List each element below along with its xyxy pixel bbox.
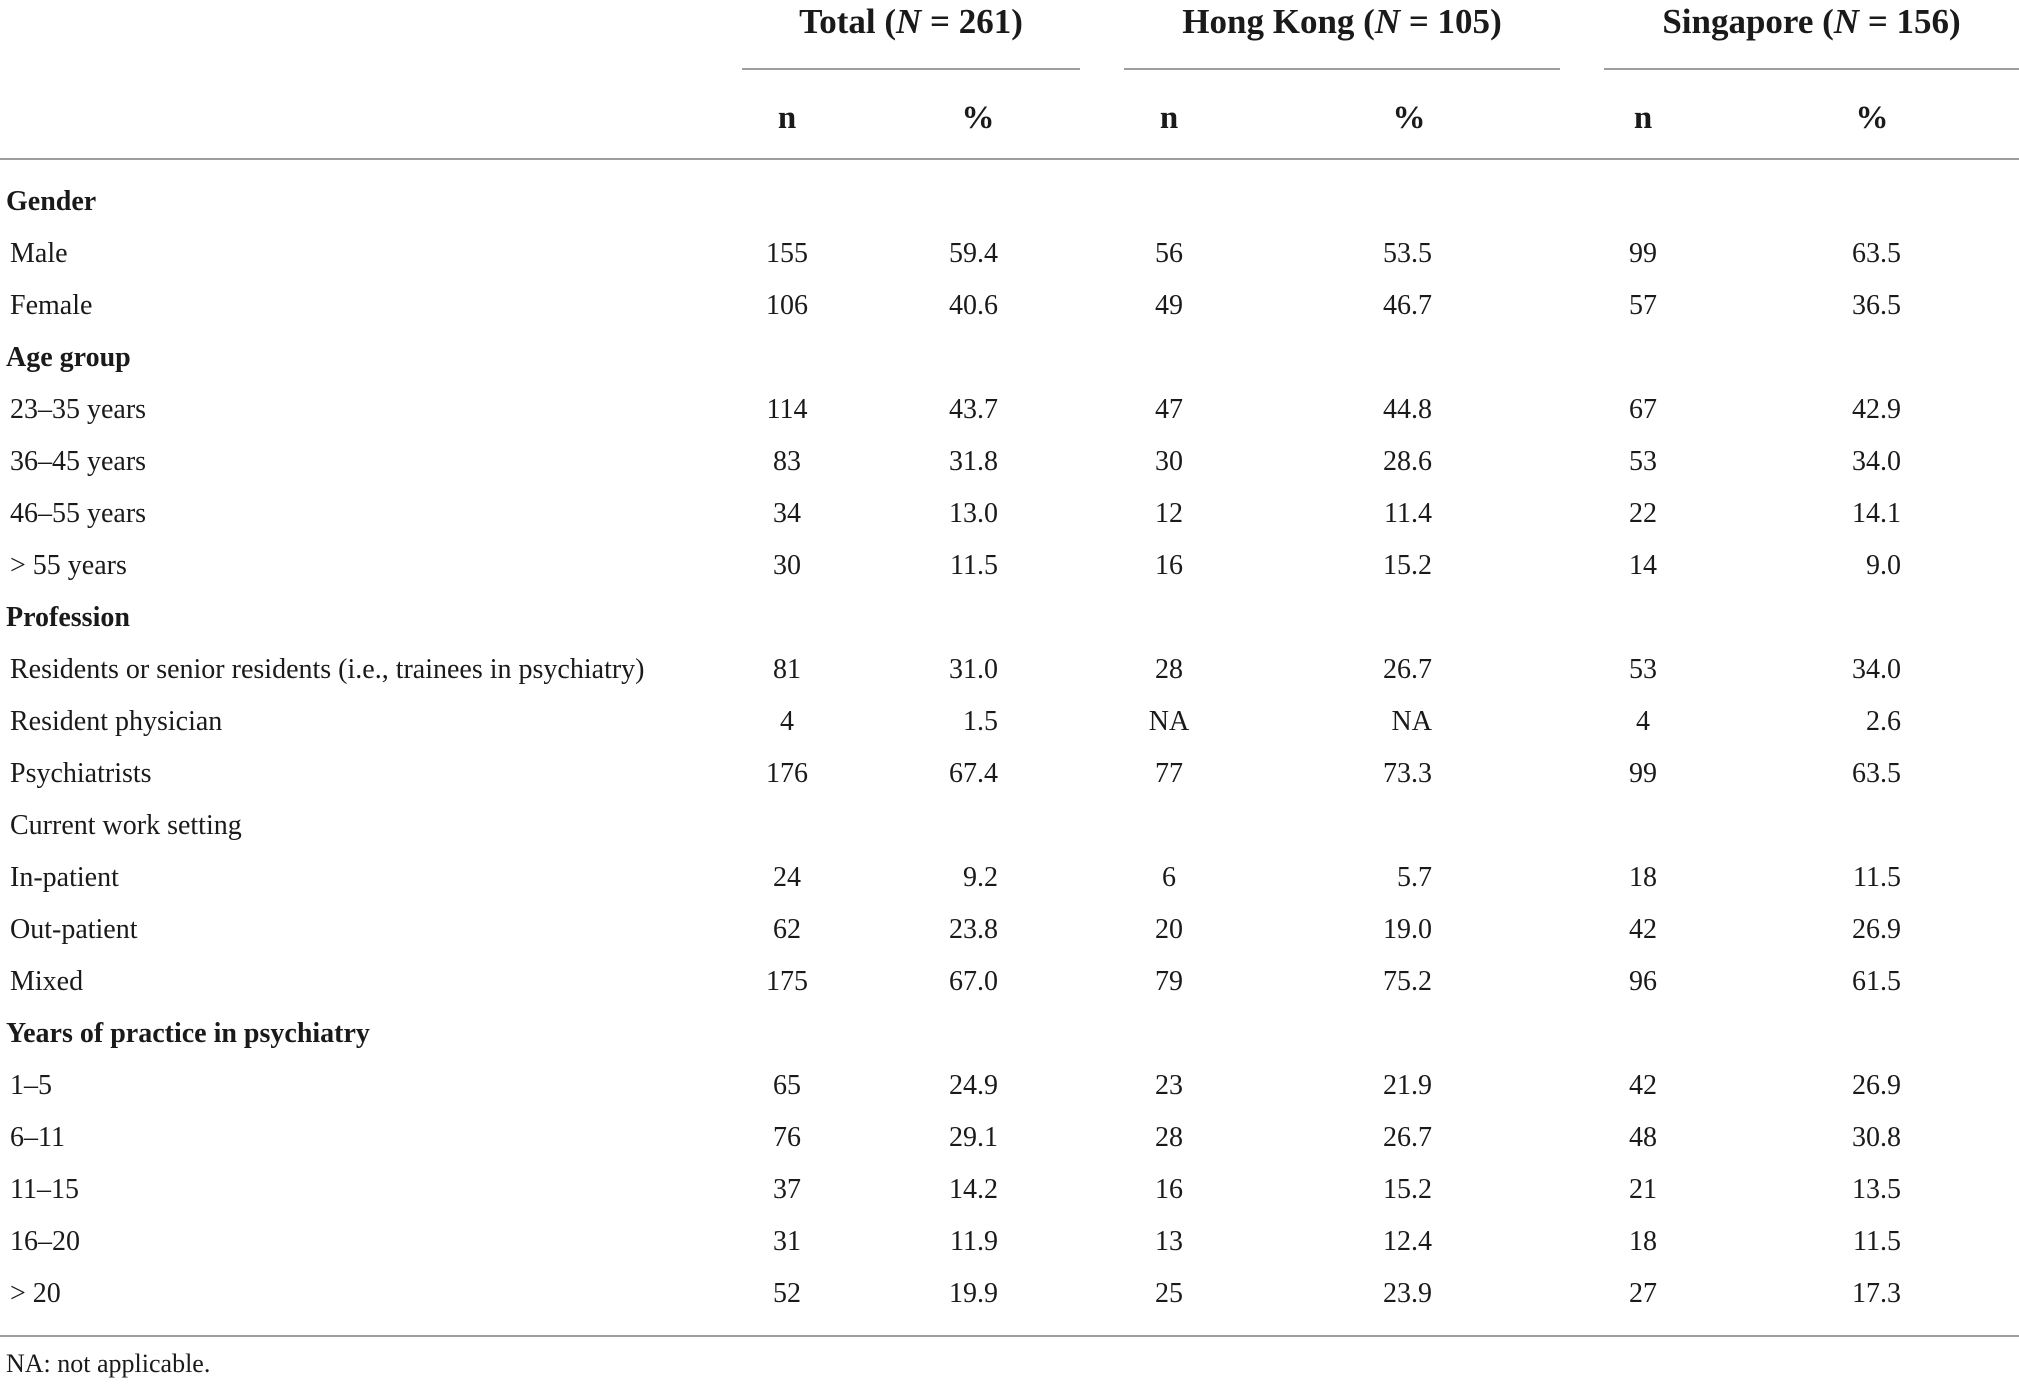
table-row bbox=[0, 384, 2019, 436]
cell-total-n: 114 bbox=[766, 394, 808, 425]
cell-hong-kong-pct: 53.5 bbox=[1383, 238, 1432, 269]
cell-hong-kong-pct: 21.9 bbox=[1383, 1070, 1432, 1101]
group-close-paren: ) bbox=[1011, 2, 1023, 41]
cell-total-pct: 40.6 bbox=[949, 290, 998, 321]
cell-singapore-pct: 17.3 bbox=[1852, 1278, 1901, 1309]
cell-total-n: 65 bbox=[773, 1070, 801, 1101]
group-close-paren: ) bbox=[1490, 2, 1502, 41]
cell-hong-kong-pct bbox=[1312, 332, 1432, 384]
cell-singapore-pct bbox=[1781, 1008, 1901, 1060]
cell-total-n: 37 bbox=[773, 1174, 801, 1205]
cell-singapore-n: 4 bbox=[1636, 706, 1650, 737]
cell-total-pct: 1.5 bbox=[963, 706, 998, 737]
cell-total-n: 31 bbox=[773, 1226, 801, 1257]
cell-total-n: 52 bbox=[773, 1278, 801, 1309]
cell-total-n: 106 bbox=[766, 290, 808, 321]
row-label: > 20 bbox=[10, 1278, 61, 1309]
cell-total-n: 24 bbox=[773, 862, 801, 893]
row-label: Residents or senior residents (i.e., trainees in psychiatry) bbox=[10, 654, 645, 685]
cell-hong-kong-n: 20 bbox=[1155, 914, 1183, 945]
row-label: > 55 years bbox=[10, 550, 127, 581]
table-row bbox=[0, 1164, 2019, 1216]
table-row bbox=[0, 904, 2019, 956]
table-row bbox=[0, 956, 2019, 1008]
cell-total-n: 34 bbox=[773, 498, 801, 529]
cell-total-pct: 13.0 bbox=[949, 498, 998, 529]
cell-total-pct: 23.8 bbox=[949, 914, 998, 945]
cell-hong-kong-n: 25 bbox=[1155, 1278, 1183, 1309]
table-row bbox=[0, 280, 2019, 332]
row-label: In-patient bbox=[10, 862, 119, 893]
cell-total-pct: 19.9 bbox=[949, 1278, 998, 1309]
cell-singapore-n: 96 bbox=[1629, 966, 1657, 997]
cell-total-pct: 14.2 bbox=[949, 1174, 998, 1205]
cell-total-pct: 24.9 bbox=[949, 1070, 998, 1101]
cell-singapore-pct: 61.5 bbox=[1852, 966, 1901, 997]
table-row bbox=[0, 1112, 2019, 1164]
cell-hong-kong-pct: 19.0 bbox=[1383, 914, 1432, 945]
cell-total-pct bbox=[878, 800, 998, 852]
cell-singapore-n: 53 bbox=[1629, 446, 1657, 477]
table-footnote: NA: not applicable. bbox=[6, 1349, 211, 1378]
cell-total-pct: 59.4 bbox=[949, 238, 998, 269]
table-row bbox=[0, 800, 2019, 852]
cell-hong-kong-pct: 46.7 bbox=[1383, 290, 1432, 321]
cell-total-pct: 43.7 bbox=[949, 394, 998, 425]
group-name: Hong Kong bbox=[1182, 2, 1355, 41]
group-n-value: = 156 bbox=[1867, 2, 1950, 41]
cell-total-pct: 31.8 bbox=[949, 446, 998, 477]
cell-hong-kong-n bbox=[1109, 176, 1229, 228]
table-row bbox=[0, 748, 2019, 800]
cell-hong-kong-n: 79 bbox=[1155, 966, 1183, 997]
group-close-paren: ) bbox=[1949, 2, 1961, 41]
cell-hong-kong-pct: 15.2 bbox=[1383, 1174, 1432, 1205]
cell-hong-kong-pct: 15.2 bbox=[1383, 550, 1432, 581]
cell-singapore-pct: 11.5 bbox=[1853, 862, 1901, 893]
cell-singapore-pct bbox=[1781, 592, 1901, 644]
subheader-pct-singapore: % bbox=[1855, 100, 1889, 136]
table-row bbox=[0, 228, 2019, 280]
row-label: 16–20 bbox=[10, 1226, 80, 1257]
subheader-n-singapore: n bbox=[1633, 100, 1653, 136]
cell-singapore-pct bbox=[1781, 800, 1901, 852]
group-open-paren: ( bbox=[1822, 2, 1834, 41]
row-label: 1–5 bbox=[10, 1070, 52, 1101]
group-header-total bbox=[742, 0, 1080, 48]
cell-total-n: 176 bbox=[766, 758, 808, 789]
cell-hong-kong-pct: 28.6 bbox=[1383, 446, 1432, 477]
cell-hong-kong-n: 77 bbox=[1155, 758, 1183, 789]
cell-singapore-pct bbox=[1781, 332, 1901, 384]
cell-singapore-pct: 26.9 bbox=[1852, 914, 1901, 945]
cell-total-pct: 11.9 bbox=[950, 1226, 998, 1257]
group-open-paren: ( bbox=[884, 2, 897, 41]
section-label: Profession bbox=[6, 602, 130, 633]
group-n-label: N bbox=[1374, 2, 1401, 41]
cell-singapore-n: 27 bbox=[1629, 1278, 1657, 1309]
cell-total-n bbox=[727, 592, 847, 644]
cell-total-n bbox=[727, 1008, 847, 1060]
row-label: Female bbox=[10, 290, 93, 321]
cell-singapore-n: 99 bbox=[1629, 238, 1657, 269]
cell-hong-kong-n: 12 bbox=[1155, 498, 1183, 529]
section-label: Gender bbox=[6, 186, 97, 217]
cell-total-pct bbox=[878, 176, 998, 228]
table-row bbox=[0, 436, 2019, 488]
cell-hong-kong-n bbox=[1109, 332, 1229, 384]
cell-hong-kong-n: 13 bbox=[1155, 1226, 1183, 1257]
row-label: 23–35 years bbox=[10, 394, 147, 425]
cell-singapore-n: 21 bbox=[1629, 1174, 1657, 1205]
group-header-hong-kong bbox=[1124, 0, 1560, 48]
row-label: 11–15 bbox=[10, 1174, 79, 1205]
cell-singapore-pct: 42.9 bbox=[1852, 394, 1901, 425]
bottom-rule bbox=[0, 1335, 2019, 1337]
cell-singapore-n: 57 bbox=[1629, 290, 1657, 321]
cell-singapore-n bbox=[1583, 176, 1703, 228]
cell-total-pct bbox=[878, 332, 998, 384]
header-rule bbox=[0, 158, 2019, 160]
group-open-paren: ( bbox=[1363, 2, 1375, 41]
cell-total-n bbox=[727, 332, 847, 384]
cell-singapore-n bbox=[1583, 800, 1703, 852]
cell-total-pct bbox=[878, 592, 998, 644]
row-label: Male bbox=[10, 238, 68, 269]
cell-hong-kong-n: 47 bbox=[1155, 394, 1183, 425]
row-label: Resident physician bbox=[10, 706, 223, 737]
cell-singapore-n: 99 bbox=[1629, 758, 1657, 789]
cell-total-n bbox=[727, 800, 847, 852]
subheader-n-hong-kong: n bbox=[1159, 100, 1179, 136]
cell-hong-kong-pct: 26.7 bbox=[1383, 654, 1432, 685]
group-n-label: N bbox=[1833, 2, 1860, 41]
cell-hong-kong-pct: 23.9 bbox=[1383, 1278, 1432, 1309]
cell-singapore-n bbox=[1583, 592, 1703, 644]
cell-singapore-n bbox=[1583, 1008, 1703, 1060]
cell-singapore-pct: 14.1 bbox=[1852, 498, 1901, 529]
subheader-n-total: n bbox=[777, 100, 797, 136]
cell-singapore-n: 14 bbox=[1629, 550, 1657, 581]
cell-singapore-n: 18 bbox=[1629, 1226, 1657, 1257]
cell-singapore-pct bbox=[1781, 176, 1901, 228]
cell-hong-kong-n: 23 bbox=[1155, 1070, 1183, 1101]
cell-singapore-pct: 36.5 bbox=[1852, 290, 1901, 321]
cell-total-n: 175 bbox=[766, 966, 808, 997]
cell-hong-kong-pct: 44.8 bbox=[1383, 394, 1432, 425]
cell-hong-kong-pct bbox=[1312, 176, 1432, 228]
row-label: 36–45 years bbox=[10, 446, 147, 477]
cell-singapore-pct: 63.5 bbox=[1852, 238, 1901, 269]
cell-singapore-pct: 34.0 bbox=[1852, 446, 1901, 477]
cell-total-n: 83 bbox=[773, 446, 801, 477]
cell-singapore-pct: 63.5 bbox=[1852, 758, 1901, 789]
cell-hong-kong-pct bbox=[1312, 1008, 1432, 1060]
cell-hong-kong-n bbox=[1109, 1008, 1229, 1060]
row-label: Current work setting bbox=[10, 810, 242, 841]
cell-hong-kong-pct: NA bbox=[1391, 706, 1432, 737]
cell-singapore-n bbox=[1583, 332, 1703, 384]
cell-singapore-n: 22 bbox=[1629, 498, 1657, 529]
table-row bbox=[0, 540, 2019, 592]
cell-singapore-pct: 11.5 bbox=[1853, 1226, 1901, 1257]
cell-hong-kong-pct: 75.2 bbox=[1383, 966, 1432, 997]
cell-hong-kong-n: 56 bbox=[1155, 238, 1183, 269]
group-name: Singapore bbox=[1662, 2, 1814, 41]
cell-total-n: 30 bbox=[773, 550, 801, 581]
cell-total-n bbox=[727, 176, 847, 228]
cell-hong-kong-n: 6 bbox=[1162, 862, 1176, 893]
cell-singapore-n: 42 bbox=[1629, 1070, 1657, 1101]
cell-total-n: 81 bbox=[773, 654, 801, 685]
cell-hong-kong-pct: 11.4 bbox=[1384, 498, 1432, 529]
cell-total-n: 76 bbox=[773, 1122, 801, 1153]
table-row bbox=[0, 644, 2019, 696]
group-name: Total bbox=[799, 2, 876, 41]
cell-hong-kong-n: 16 bbox=[1155, 550, 1183, 581]
group-rule-singapore bbox=[1604, 68, 2019, 70]
cell-total-pct: 11.5 bbox=[950, 550, 998, 581]
row-label: Psychiatrists bbox=[10, 758, 152, 789]
cell-total-pct: 31.0 bbox=[949, 654, 998, 685]
cell-singapore-n: 53 bbox=[1629, 654, 1657, 685]
section-row bbox=[0, 592, 2019, 644]
section-row bbox=[0, 332, 2019, 384]
cell-singapore-n: 67 bbox=[1629, 394, 1657, 425]
cell-singapore-pct: 26.9 bbox=[1852, 1070, 1901, 1101]
cell-singapore-n: 18 bbox=[1629, 862, 1657, 893]
table-row bbox=[0, 1060, 2019, 1112]
cell-singapore-n: 48 bbox=[1629, 1122, 1657, 1153]
cell-hong-kong-pct: 5.7 bbox=[1397, 862, 1432, 893]
cell-total-pct bbox=[878, 1008, 998, 1060]
cell-hong-kong-pct bbox=[1312, 800, 1432, 852]
cell-hong-kong-n bbox=[1109, 800, 1229, 852]
cell-total-pct: 67.4 bbox=[949, 758, 998, 789]
cell-total-pct: 9.2 bbox=[963, 862, 998, 893]
cell-singapore-pct: 2.6 bbox=[1866, 706, 1901, 737]
group-rule-hong-kong bbox=[1124, 68, 1560, 70]
cell-hong-kong-pct: 73.3 bbox=[1383, 758, 1432, 789]
row-label: 6–11 bbox=[10, 1122, 65, 1153]
cell-singapore-n: 42 bbox=[1629, 914, 1657, 945]
group-header-singapore bbox=[1604, 0, 2019, 48]
subheader-pct-total: % bbox=[961, 100, 995, 136]
table-row bbox=[0, 696, 2019, 748]
cell-singapore-pct: 30.8 bbox=[1852, 1122, 1901, 1153]
cell-hong-kong-pct bbox=[1312, 592, 1432, 644]
group-n-value: = 105 bbox=[1408, 2, 1491, 41]
cell-hong-kong-pct: 12.4 bbox=[1383, 1226, 1432, 1257]
cell-singapore-pct: 9.0 bbox=[1866, 550, 1901, 581]
cell-total-n: 62 bbox=[773, 914, 801, 945]
section-row bbox=[0, 176, 2019, 228]
section-label: Years of practice in psychiatry bbox=[6, 1018, 370, 1049]
group-n-label: N bbox=[896, 2, 922, 41]
table-row bbox=[0, 1216, 2019, 1268]
group-n-value: = 261 bbox=[930, 2, 1012, 41]
cell-hong-kong-n: 28 bbox=[1155, 1122, 1183, 1153]
cell-hong-kong-n: 49 bbox=[1155, 290, 1183, 321]
group-rule-total bbox=[742, 68, 1080, 70]
section-row bbox=[0, 1008, 2019, 1060]
cell-hong-kong-pct: 26.7 bbox=[1383, 1122, 1432, 1153]
cell-hong-kong-n: 28 bbox=[1155, 654, 1183, 685]
section-label: Age group bbox=[6, 342, 131, 373]
cell-total-pct: 67.0 bbox=[949, 966, 998, 997]
cell-hong-kong-n bbox=[1109, 592, 1229, 644]
cell-hong-kong-n: 16 bbox=[1155, 1174, 1183, 1205]
cell-total-n: 4 bbox=[780, 706, 794, 737]
cell-hong-kong-n: 30 bbox=[1155, 446, 1183, 477]
table-row bbox=[0, 852, 2019, 904]
subheader-pct-hong-kong: % bbox=[1392, 100, 1426, 136]
cell-singapore-pct: 34.0 bbox=[1852, 654, 1901, 685]
row-label: 46–55 years bbox=[10, 498, 147, 529]
row-label: Out-patient bbox=[10, 914, 138, 945]
row-label: Mixed bbox=[10, 966, 84, 997]
cell-singapore-pct: 13.5 bbox=[1852, 1174, 1901, 1205]
cell-hong-kong-n: NA bbox=[1148, 706, 1190, 737]
cell-total-pct: 29.1 bbox=[949, 1122, 998, 1153]
table-row bbox=[0, 488, 2019, 540]
table-row bbox=[0, 1268, 2019, 1320]
cell-total-n: 155 bbox=[766, 238, 808, 269]
